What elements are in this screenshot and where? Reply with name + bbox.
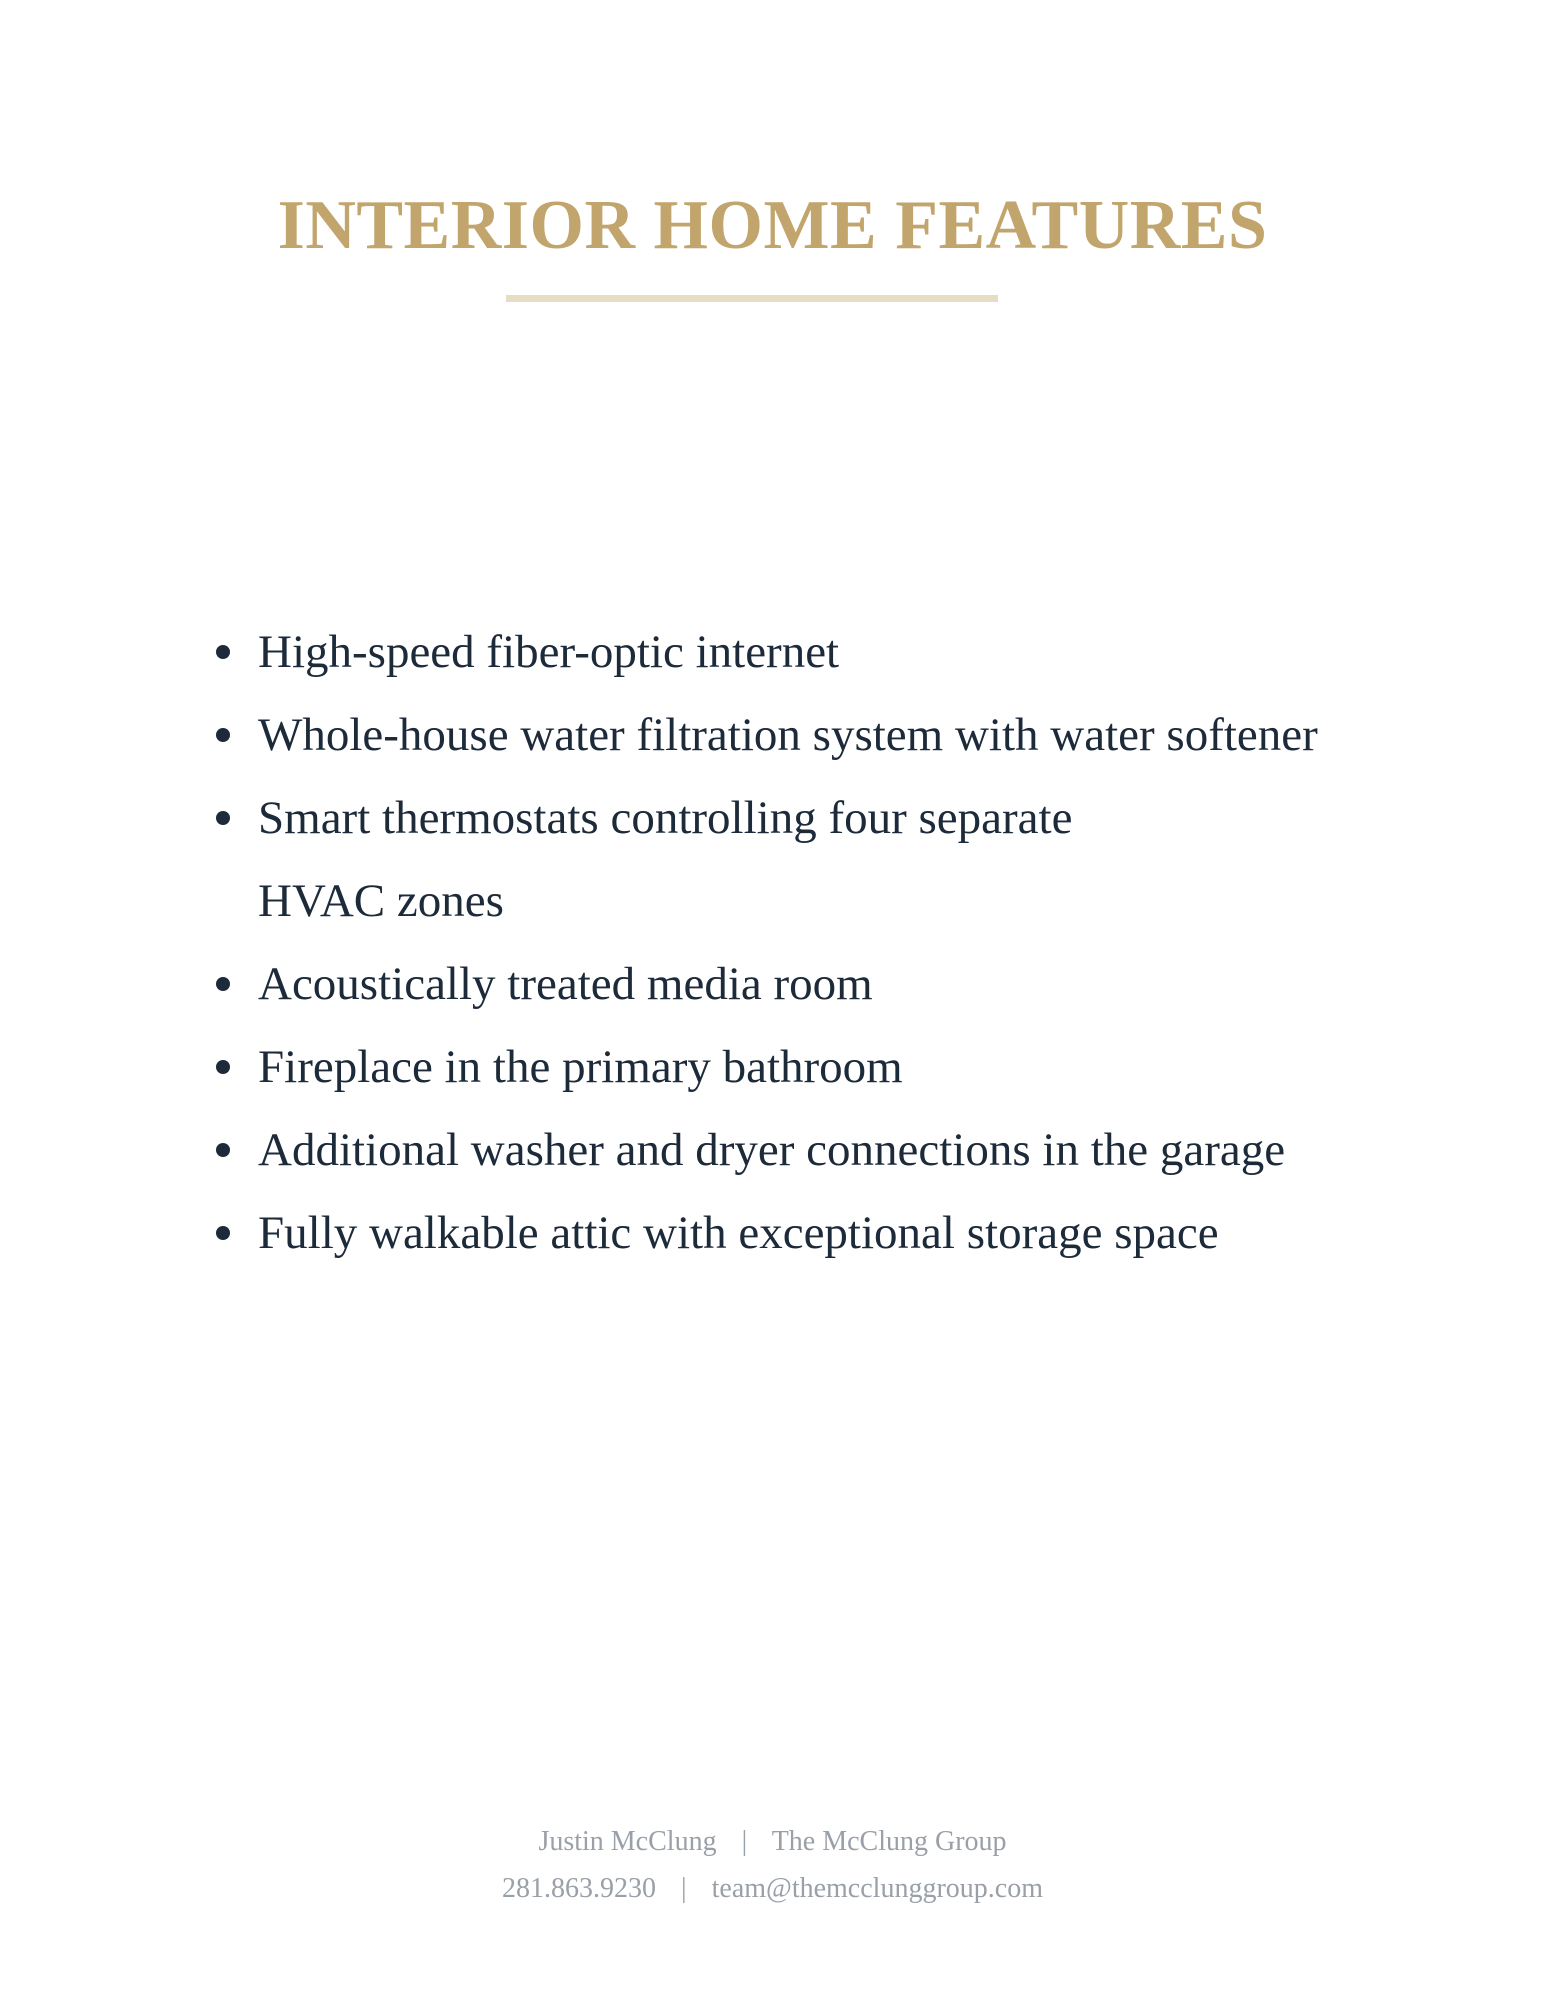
footer-phone: 281.863.9230 (502, 1873, 657, 1904)
footer-company: The McClung Group (771, 1826, 1007, 1857)
bullet-icon (216, 645, 230, 659)
footer-contact-details (0, 1873, 1545, 1905)
footer-separator: | (681, 1873, 687, 1904)
list-item (200, 943, 1400, 1026)
footer-separator: | (741, 1826, 748, 1857)
title-underline (506, 295, 998, 302)
list-item (200, 1192, 1400, 1275)
list-item (200, 1109, 1400, 1192)
bullet-icon (216, 1060, 230, 1074)
feature-list (200, 611, 1400, 1275)
footer-email: team@themcclunggroup.com (711, 1873, 1043, 1904)
feature-text: Fireplace in the primary bathroom (258, 1041, 903, 1093)
list-item (200, 1026, 1400, 1109)
footer-name: Justin McClung (538, 1826, 717, 1857)
bullet-icon (216, 728, 230, 742)
bullet-icon (216, 1226, 230, 1240)
feature-text: Fully walkable attic with exceptional storage space (258, 1207, 1219, 1259)
list-item (200, 777, 1400, 943)
page-title: INTERIOR HOME FEATURES (277, 187, 1268, 264)
feature-text: Acoustically treated media room (258, 958, 873, 1010)
feature-text: Additional washer and dryer connections in the garage (258, 1124, 1286, 1176)
feature-text: Smart thermostats controlling four separate HVAC zones (258, 792, 1073, 927)
bullet-icon (216, 1143, 230, 1157)
list-item (200, 611, 1400, 694)
list-item (200, 694, 1400, 777)
feature-text: Whole-house water filtration system with water softener (258, 709, 1318, 761)
bullet-icon (216, 811, 230, 825)
footer-contact-name (0, 1826, 1545, 1858)
bullet-icon (216, 977, 230, 991)
feature-text: High-speed fiber-optic internet (258, 626, 840, 678)
